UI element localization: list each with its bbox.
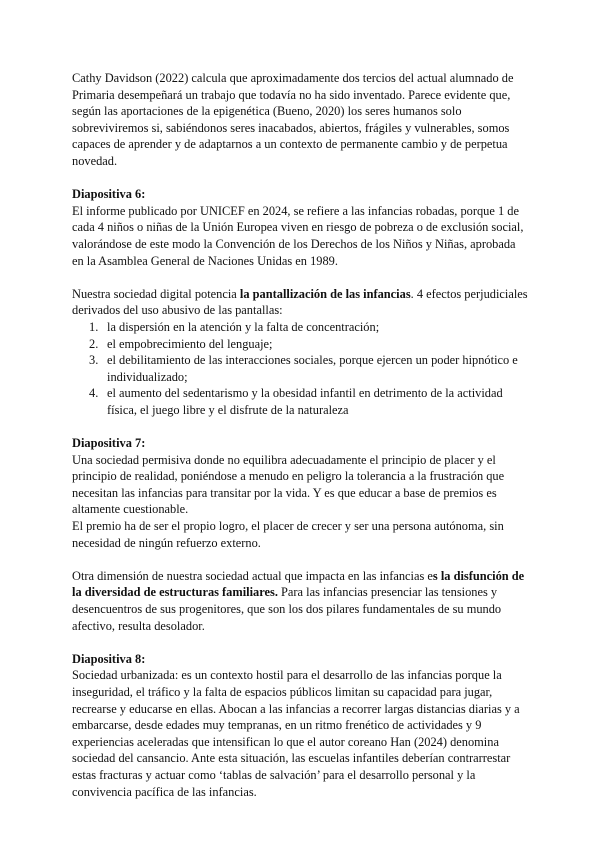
list-item (72, 352, 530, 385)
slide7-paragraph-3 (72, 568, 530, 634)
list-item-number: 2. (89, 336, 99, 351)
list-item-text: el aumento del sedentarismo y la obesidad infantil en detrimento de la actividad física, el juego libre y el disfrute de la naturaleza (107, 386, 503, 417)
spacer (72, 170, 530, 187)
spacer (72, 418, 530, 435)
slide6-paragraph-1: El informe publicado por UNICEF en 2024, se refiere a las infancias robadas, porque 1 de cada 4 niños o niñas de la Unión Europea viven en riesgo de pobreza o de exclusión social, valorándose de este modo la Convención de los Derechos de los Niños y Niñas, aprobada en la Asamblea General de Naciones Unidas en 1989. (72, 203, 524, 268)
spacer (72, 634, 530, 651)
spacer (72, 269, 530, 286)
slide8-paragraph-1: Sociedad urbanizada: es un contexto hostil para el desarrollo de las infancias porque la inseguridad, el tráfico y la falta de espacios públicos limitan su capacidad para jugar, recrearse y educarse en ellas. Abocan a las infancias a recorrer largas distancias diarias y a embarcarse, desde edades muy tempranas, en un ritmo frenético de actividades y 9 experiencias aceleradas que intensifican lo que el autor coreano Han (2024) denomina sociedad del cansancio. Ante esta situación, las escuelas infantiles deberían contrarrestar estas fracturas y actuar como ‘tablas de salvación’ para el desarrollo personal y la convivencia pacífica de las infancias. (72, 668, 520, 799)
list-item (72, 336, 530, 353)
slide7-section (72, 435, 530, 634)
list-item (72, 319, 530, 336)
list-item-number: 3. (89, 353, 99, 368)
slide6-p2-text-after: . 4 efectos perjudiciales derivados del uso abusivo de las pantallas: (72, 286, 528, 318)
slide7-p3-text-before: Otra dimensión de nuestra sociedad actual que impacta en las infancias e (72, 568, 433, 583)
list-item-number: 4. (89, 386, 99, 401)
slide6-paragraph-2 (72, 286, 530, 319)
slide8-section (72, 651, 530, 800)
slide7-paragraph-2: El premio ha de ser el propio logro, el placer de crecer y ser una persona autónoma, sin necesidad de ningún refuerzo externo. (72, 519, 504, 550)
slide7-p3-text-after: Para las infancias presenciar las tensiones y desencuentros de sus progenitores, que son los dos pilares fundamentales de su mundo afectivo, resulta desolador. (72, 585, 502, 633)
intro-paragraph: Cathy Davidson (2022) calcula que aproximadamente dos tercios del actual alumnado de Primaria desempeñará un trabajo que todavía no ha sido inventado. Parece evidente que, según las aportaciones de la epigenética (Bueno, 2020) los seres humanos solo sobreviviremos si, sabiéndonos seres inacabados, abiertos, frágiles y vulnerables, somos capaces de aprender y de adaptarnos a un contexto de permanente cambio y de perpetua novedad. (72, 71, 514, 168)
screen-effects-list (72, 319, 530, 419)
slide6-heading: Diapositiva 6: (72, 187, 146, 202)
spacer (72, 551, 530, 568)
slide7-heading: Diapositiva 7: (72, 436, 146, 451)
slide6-section (72, 186, 530, 418)
list-item-text: la dispersión en la atención y la falta de concentración; (107, 319, 380, 334)
list-item-number: 1. (89, 319, 99, 334)
list-item-text: el empobrecimiento del lenguaje; (107, 336, 273, 351)
slide7-p3-bold: s la disfunción de la diversidad de estructuras familiares. (72, 568, 525, 600)
list-item-text: el debilitamiento de las interacciones sociales, porque ejercen un poder hipnótico e individualizado; (107, 353, 518, 384)
slide6-p2-text-before: Nuestra sociedad digital potencia (72, 286, 240, 301)
slide6-p2-bold: la pantallización de las infancias (239, 286, 411, 301)
slide7-paragraph-1: Una sociedad permisiva donde no equilibra adecuadamente el principio de placer y el principio de realidad, poniéndose a menudo en peligro la tolerancia a la frustración que necesitan las infancias para transitar por la vida. Y es que educar a base de premios es altamente cuestionable. (72, 452, 505, 517)
slide8-heading: Diapositiva 8: (72, 651, 146, 666)
list-item (72, 385, 530, 418)
